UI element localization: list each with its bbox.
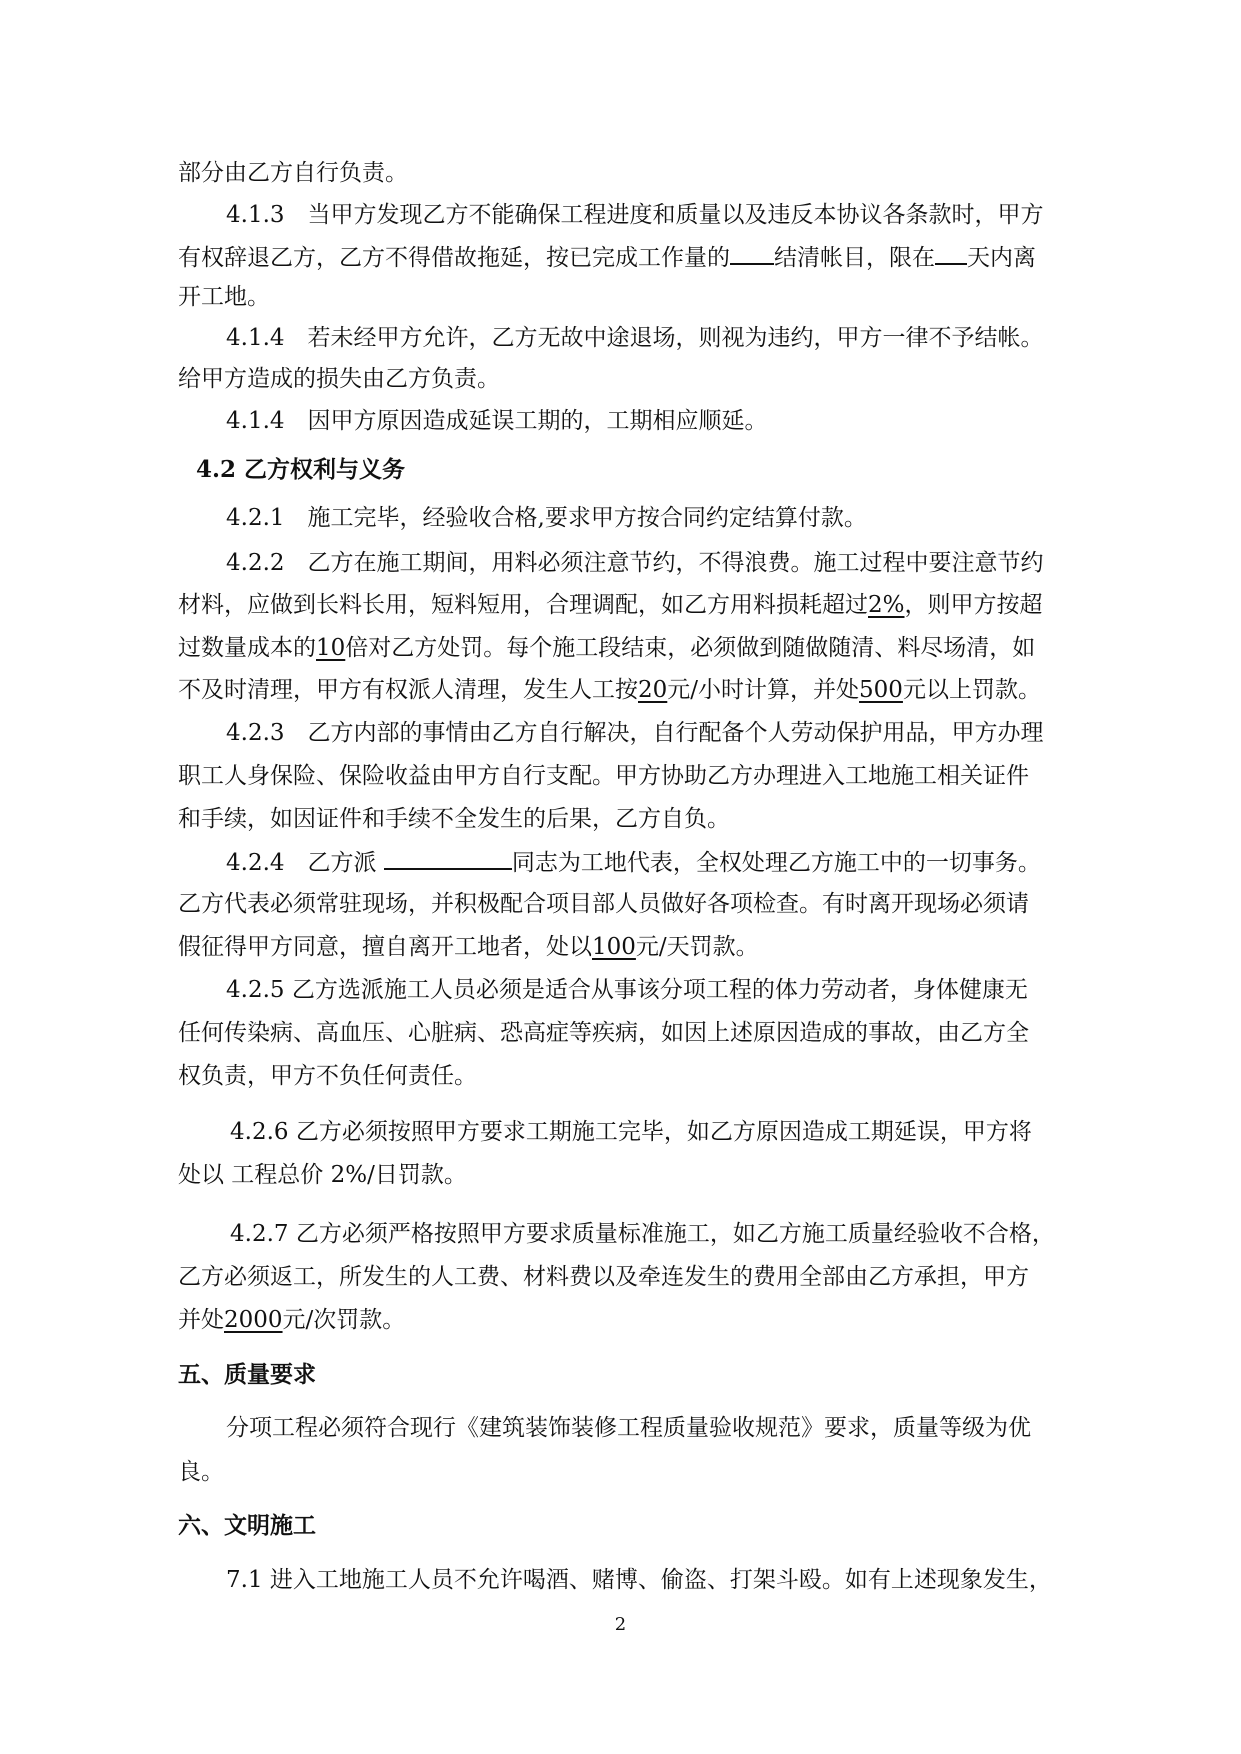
section-heading-civilized-construction: 六、文明施工	[178, 1512, 316, 1539]
paragraph-line: 分项工程必须符合现行《建筑装饰装修工程质量验收规范》要求，质量等级为优	[226, 1415, 1031, 1441]
paragraph-line: 任何传染病、高血压、心脏病、恐高症等疾病，如因上述原因造成的事故，由乙方全	[178, 1020, 1029, 1046]
paragraph-line: 良。	[178, 1459, 224, 1485]
underlined-value: 20	[638, 677, 668, 703]
paragraph-line: 和手续，如因证件和手续不全发生的后果，乙方自负。	[178, 806, 730, 832]
text-run: 4.2.4 乙方派	[226, 850, 377, 876]
clause-4-2-5: 4.2.5 乙方选派施工人员必须是适合从事该分项工程的体力劳动者，身体健康无	[226, 977, 1028, 1003]
text-run: 有权辞退乙方，乙方不得借故拖延，按已完成工作量的	[178, 245, 730, 271]
text-run: 结清帐目，限在	[774, 245, 935, 271]
text-run: 过数量成本的	[178, 635, 316, 661]
text-run: 天内离	[967, 245, 1036, 271]
paragraph-line: 乙方代表必须常驻现场，并积极配合项目部人员做好各项检查。有时离开现场必须请	[178, 891, 1029, 917]
underlined-value: 2000	[224, 1307, 283, 1333]
clause-4-2-6: 4.2.6 乙方必须按照甲方要求工期施工完毕，如乙方原因造成工期延误，甲方将	[230, 1119, 1032, 1145]
paragraph-line: 职工人身保险、保险收益由甲方自行支配。甲方协助乙方办理进入工地施工相关证件	[178, 763, 1029, 789]
clause-7-1: 7.1 进入工地施工人员不允许喝酒、赌博、偷盗、打架斗殴。如有上述现象发生，	[226, 1567, 1052, 1593]
paragraph-line: 开工地。	[178, 284, 270, 310]
paragraph-line: 给甲方造成的损失由乙方负责。	[178, 366, 500, 392]
text-run: 元以上罚款。	[902, 677, 1041, 703]
paragraph-line: 乙方必须返工，所发生的人工费、材料费以及牵连发生的费用全部由乙方承担，甲方	[178, 1264, 1029, 1290]
fill-blank	[384, 846, 512, 870]
paragraph-line	[178, 932, 759, 962]
underlined-value: 500	[859, 677, 903, 703]
text-run: 倍对乙方处罚。每个施工段结束，必须做到随做随清、料尽场清，如	[345, 635, 1036, 661]
clause-4-2-2: 4.2.2 乙方在施工期间，用料必须注意节约，不得浪费。施工过程中要注意节约	[226, 550, 1044, 576]
paragraph-line	[178, 590, 1043, 620]
text-run: ，则甲方按超	[904, 592, 1043, 618]
text-run: 不及时清理，甲方有权派人清理，发生人工按	[178, 677, 638, 703]
text-run: 假征得甲方同意，擅自离开工地者，处以	[178, 934, 592, 960]
text-run: 元/天罚款。	[635, 934, 759, 960]
clause-4-1-3: 4.1.3 当甲方发现乙方不能确保工程进度和质量以及违反本协议各条款时，甲方	[226, 202, 1044, 228]
underlined-value: 100	[592, 934, 636, 960]
page-number: 2	[614, 1614, 627, 1635]
clause-4-2-1: 4.2.1 施工完毕，经验收合格,要求甲方按合同约定结算付款。	[226, 505, 867, 531]
clause-4-2-7: 4.2.7 乙方必须严格按照甲方要求质量标准施工，如乙方施工质量经验收不合格，	[230, 1221, 1055, 1247]
section-heading-4-2: 4.2 乙方权利与义务	[196, 456, 406, 483]
text-run: 并处	[178, 1307, 224, 1333]
underlined-value: 10	[316, 635, 346, 661]
paragraph-line	[178, 675, 1041, 705]
text-run: 元/次罚款。	[282, 1307, 406, 1333]
text-run: 材料，应做到长料长用，短料短用，合理调配，如乙方用料损耗超过	[178, 592, 868, 618]
clause-4-1-3-cont	[178, 241, 1036, 273]
fill-blank	[730, 241, 774, 265]
paragraph-line: 权负责，甲方不负任何责任。	[178, 1063, 477, 1089]
clause-4-2-3: 4.2.3 乙方内部的事情由乙方自行解决，自行配备个人劳动保护用品，甲方办理	[226, 720, 1044, 746]
paragraph-line: 处以 工程总价 2%/日罚款。	[178, 1162, 467, 1188]
clause-4-1-4: 4.1.4 若未经甲方允许，乙方无故中途退场，则视为违约，甲方一律不予结帐。	[226, 325, 1044, 351]
paragraph-line	[178, 1305, 405, 1335]
underlined-value: 2%	[868, 592, 905, 618]
paragraph-line: 部分由乙方自行负责。	[178, 160, 408, 186]
text-run: 元/小时计算，并处	[667, 677, 860, 703]
section-heading-quality: 五、质量要求	[178, 1361, 316, 1388]
paragraph-line	[178, 633, 1035, 663]
clause-4-2-4	[226, 846, 1041, 878]
fill-blank	[935, 241, 967, 265]
text-run: 同志为工地代表，全权处理乙方施工中的一切事务。	[511, 850, 1041, 876]
clause-4-1-4b: 4.1.4 因甲方原因造成延误工期的，工期相应顺延。	[226, 408, 768, 434]
